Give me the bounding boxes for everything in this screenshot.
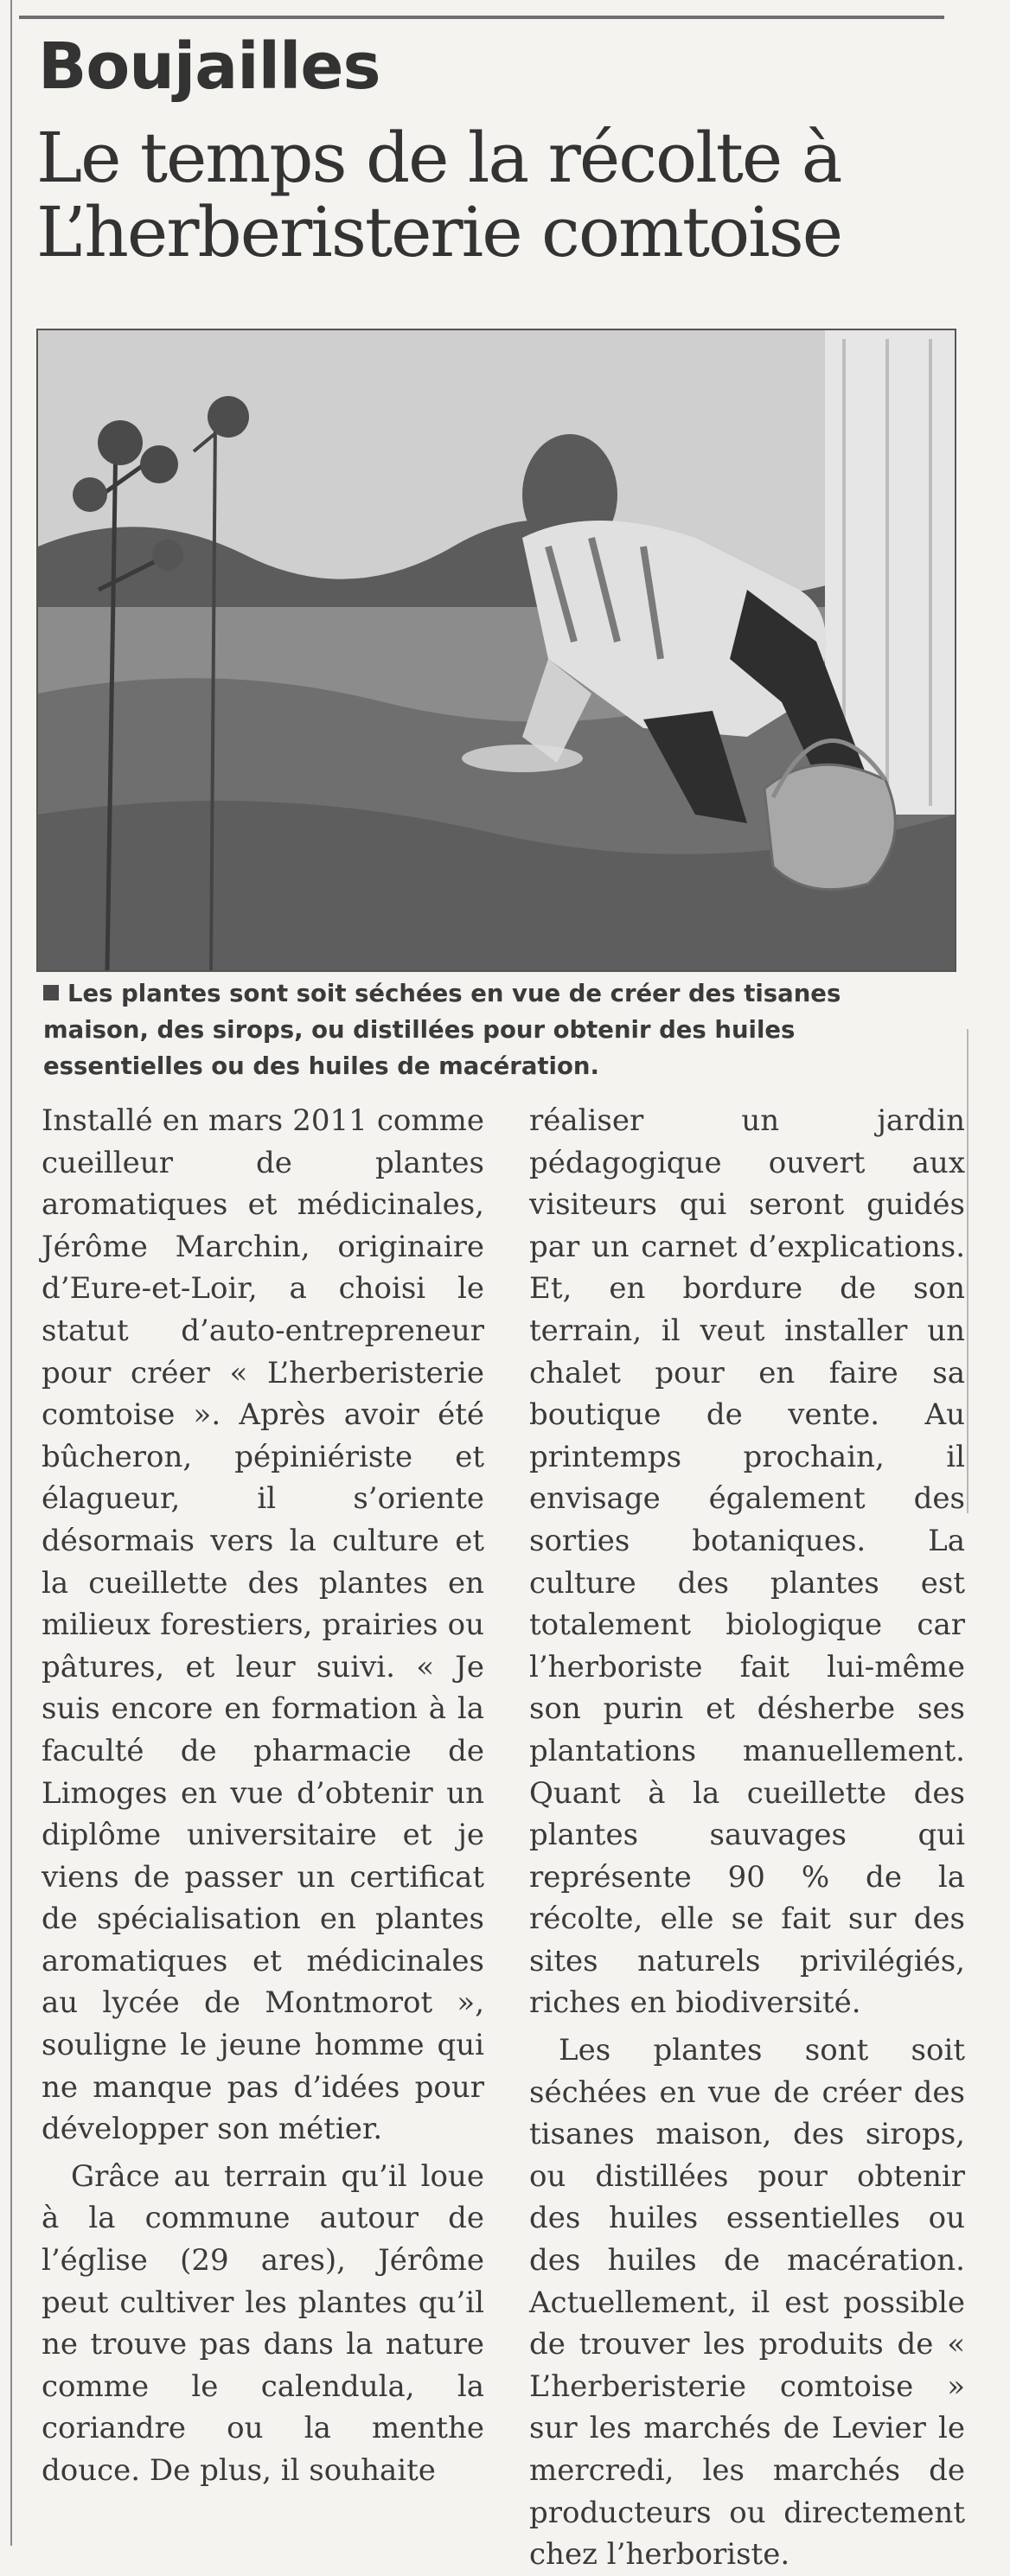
left-paragraph-1: Installé en mars 2011 comme cueilleur de plantes aromatiques et médicinales, Jérôme Marchin, originaire d’Eure-et-Loir, a choisi le statut d’auto-entrepreneur pour créer « L’herberisterie comtoise ». Après avoir été bûcheron, pépiniériste et élagueur, il s’oriente désormais vers la culture et la cueillette des plantes en milieux forestiers, prairies ou pâtures, et leur suivi. « Je suis encore en formation à la faculté de pharmacie de Limoges en vue d’obtenir un diplôme universitaire et je viens de passer un certificat de spécialisation en plantes aromatiques et médicinales au lycée de Montmorot », souligne le jeune homme qui ne manque pas d’idées pour développer son métier. xyxy=(42,1103,484,2147)
right-paragraph-1: réaliser un jardin pédagogique ouvert aux visiteurs qui seront guidés par un carnet d’explications. Et, en bordure de son terrain, il veut installer un chalet pour en faire sa boutique de vente. Au printemps prochain, il envisage également des sorties botaniques. La culture des plantes est totalement biologique car l’herboriste fait lui-même son purin et désherbe ses plantations manuellement. Quant à la cueillette des plantes sauvages qui représente 90 % de la récolte, elle se fait sur des sites naturels privilégiés, riches en biodiversité. xyxy=(529,1103,965,2021)
photo-scene-illustration xyxy=(38,330,955,970)
column-edge-rule xyxy=(967,1029,968,1513)
right-paragraph-2: Les plantes sont soit séchées en vue de créer des tisanes maison, des sirops, ou distillées pour obtenir des huiles essentielles ou des huiles de macération. Actuellement, il est possible de trouver les produits de « L’herberisterie comtoise » sur les marchés de Levier le mercredi, les marchés de producteurs ou directement chez l’herboriste. xyxy=(529,2033,965,2573)
top-rule xyxy=(19,16,944,19)
article-column-left xyxy=(42,1100,484,2492)
page-edge-rule xyxy=(10,0,12,2546)
article-headline: Le temps de la récolte à L’herberisterie comtoise xyxy=(36,118,842,272)
caption-bullet-square xyxy=(43,985,59,1000)
article-photo xyxy=(36,329,956,972)
article-column-right xyxy=(529,1100,965,2576)
photo-caption xyxy=(43,975,943,1084)
left-paragraph-2: Grâce au terrain qu’il loue à la commune autour de l’église (29 ares), Jérôme peut cultiver les plantes qu’il ne trouve pas dans la nature comme le calendula, la coriandre ou la menthe douce. De plus, il souhaite xyxy=(42,2158,484,2488)
article-kicker: Boujailles xyxy=(38,29,380,104)
caption-text: Les plantes sont soit séchées en vue de créer des tisanes maison, des sirops, ou distillées pour obtenir des huiles essentielles ou des huiles de macération. xyxy=(43,980,841,1080)
